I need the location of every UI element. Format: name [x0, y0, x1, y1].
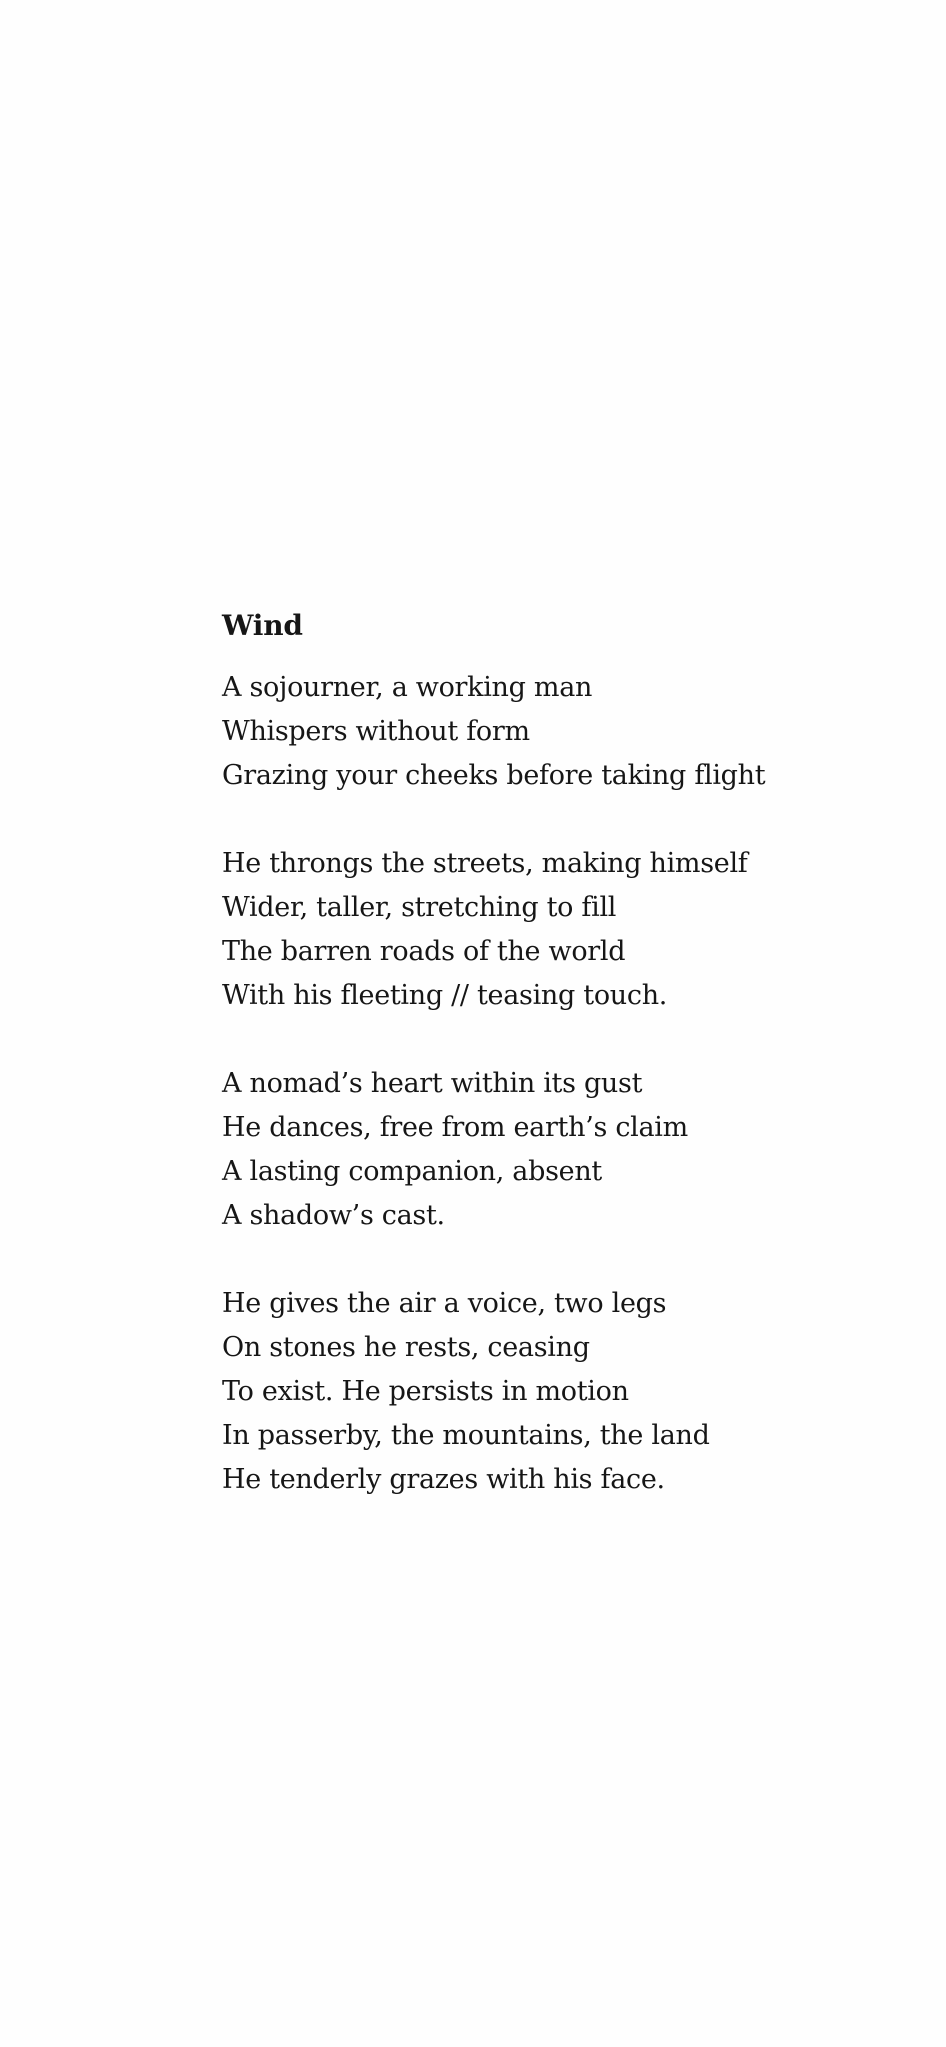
poem-line: The barren roads of the world	[222, 936, 626, 967]
poem-line: To exist. He persists in motion	[222, 1376, 629, 1407]
poem-line: He throngs the streets, making himself	[222, 848, 748, 879]
poem-line: He dances, free from earth’s claim	[222, 1112, 688, 1143]
poem-line: A sojourner, a working man	[222, 672, 593, 703]
stanza-3	[222, 1062, 902, 1238]
poem-line: A shadow’s cast.	[222, 1200, 445, 1231]
poem-line: In passerby, the mountains, the land	[222, 1420, 710, 1451]
poem-line: A nomad’s heart within its gust	[222, 1068, 643, 1099]
poem-line: He tenderly grazes with his face.	[222, 1464, 665, 1495]
stanza-4	[222, 1282, 902, 1502]
poem-line: On stones he rests, ceasing	[222, 1332, 590, 1363]
poem-line: Whispers without form	[222, 716, 530, 747]
poem-line: Grazing your cheeks before taking flight	[222, 760, 766, 791]
poem-line: He gives the air a voice, two legs	[222, 1288, 667, 1319]
poem-line: Wider, taller, stretching to fill	[222, 892, 617, 923]
poem-line: With his fleeting // teasing touch.	[222, 980, 668, 1011]
stanza-2	[222, 842, 902, 1018]
poem	[222, 604, 902, 1502]
stanza-1	[222, 666, 902, 798]
poem-line: A lasting companion, absent	[222, 1156, 602, 1187]
poem-title: Wind	[222, 609, 303, 642]
